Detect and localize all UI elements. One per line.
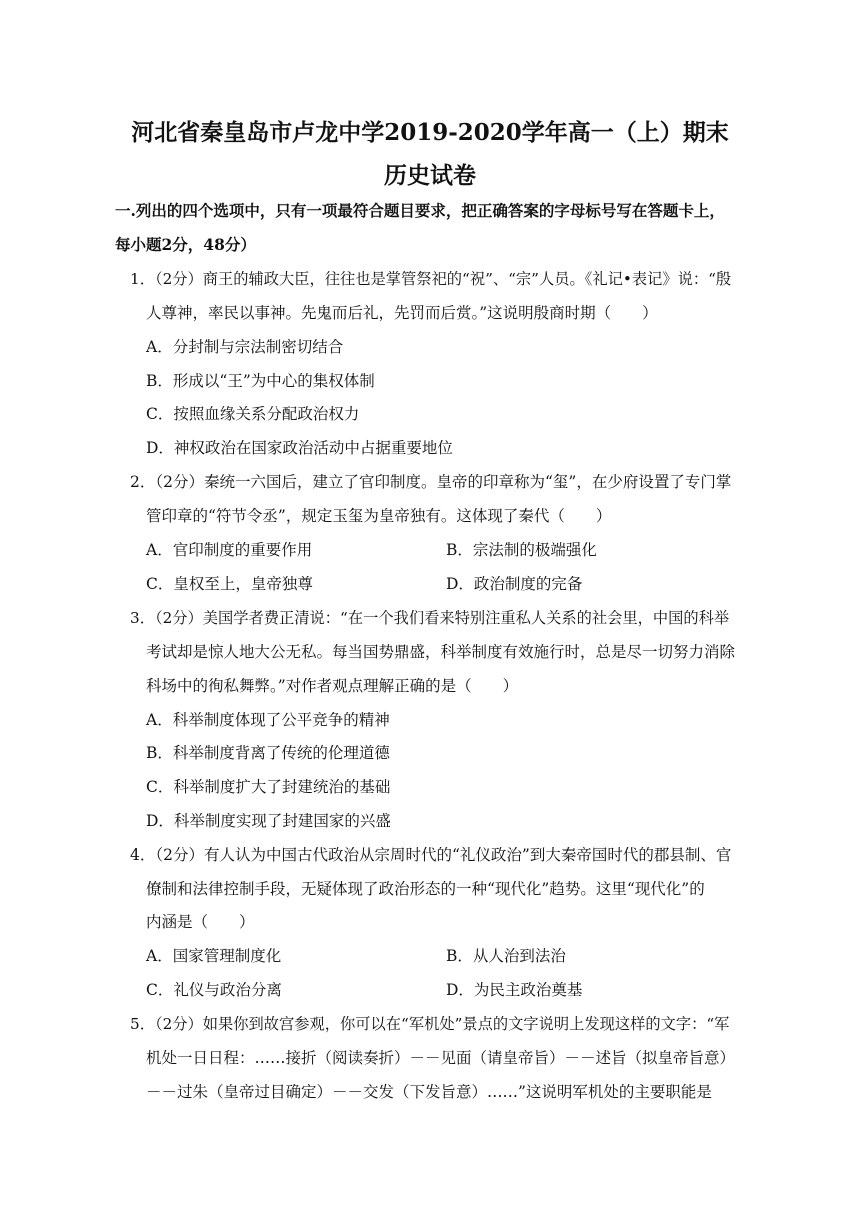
question-4-option-a: A．国家管理制度化 (146, 947, 282, 965)
question-1-option-a: A．分封制与宗法制密切结合 (146, 338, 344, 356)
question-3-option-d: D．科举制度实现了封建国家的兴盛 (146, 812, 391, 830)
question-1-line2: 人尊神，率民以事神。先鬼而后礼，先罚而后赏。”这说明殷商时期（ ） (146, 304, 658, 322)
question-1-option-d: D．神权政治在国家政治活动中占据重要地位 (146, 439, 453, 457)
question-1-line1: 1．（2分）商王的辅政大臣，往往也是掌管祭祀的“祝”、“宗”人员。《礼记•表记》说：“殷 (130, 270, 732, 288)
question-4-line1: 4．（2分）有人认为中国古代政治从宗周时代的“礼仪政治”到大秦帝国时代的郡县制、官 (130, 846, 732, 864)
question-5-line2: 机处一日日程：……接折（阅读奏折）－－见面（请皇帝旨）－－述旨（拟皇帝旨意） (146, 1049, 736, 1067)
question-4-line2: 僚制和法律控制手段，无疑体现了政治形态的一种“现代化”趋势。这里“现代化”的 (146, 880, 705, 898)
question-3-line3: 科场中的徇私舞弊。”对作者观点理解正确的是（ ） (146, 677, 519, 695)
question-5-line3: －－过朱（皇帝过目确定）－－交发（下发旨意）……”这说明军机处的主要职能是 (146, 1083, 712, 1101)
question-2-line2: 管印章的“符节令丞”，规定玉玺为皇帝独有。这体现了秦代（ ） (146, 507, 612, 525)
question-4-option-d: D．为民主政治奠基 (446, 981, 583, 999)
question-2-line1: 2．（2分）秦统一六国后，建立了官印制度。皇帝的印章称为“玺”，在少府设置了专门掌 (130, 473, 732, 491)
exam-title-line1: 河北省秦皇岛市卢龙中学2019-2020学年高一（上）期末 (131, 119, 729, 146)
section-instruction-line1: 一.列出的四个选项中，只有一项最符合题目要求，把正确答案的字母标号写在答题卡上， (115, 201, 725, 220)
question-3-line2: 考试却是惊人地大公无私。每当国势鼎盛，科举制度有效施行时，总是尽一切努力消除 (146, 643, 736, 661)
question-4-option-b: B．从人治到法治 (446, 947, 566, 965)
question-4-option-c: C．礼仪与政治分离 (146, 981, 282, 999)
question-3-option-c: C．科举制度扩大了封建统治的基础 (146, 778, 391, 796)
exam-title-line2: 历史试卷 (384, 162, 476, 189)
question-1-option-b: B．形成以“王”为中心的集权体制 (146, 372, 375, 390)
question-2-option-a: A．官印制度的重要作用 (146, 541, 313, 559)
section-instruction-line2: 每小题2分，48分） (115, 235, 256, 254)
question-3-option-b: B．科举制度背离了传统的伦理道德 (146, 744, 390, 762)
question-2-option-b: B．宗法制的极端强化 (446, 541, 597, 559)
question-3-option-a: A．科举制度体现了公平竞争的精神 (146, 711, 390, 729)
question-2-option-c: C．皇权至上，皇帝独尊 (146, 575, 313, 593)
question-1-option-c: C．按照血缘关系分配政治权力 (146, 405, 360, 423)
question-5-line1: 5．（2分）如果你到故宫参观，你可以在“军机处”景点的文字说明上发现这样的文字：“军 (130, 1015, 730, 1033)
question-2-option-d: D．政治制度的完备 (446, 575, 583, 593)
question-4-line3: 内涵是（ ） (146, 913, 255, 931)
question-3-line1: 3．（2分）美国学者费正清说：“在一个我们看来特别注重私人关系的社会里，中国的科举 (130, 609, 730, 627)
